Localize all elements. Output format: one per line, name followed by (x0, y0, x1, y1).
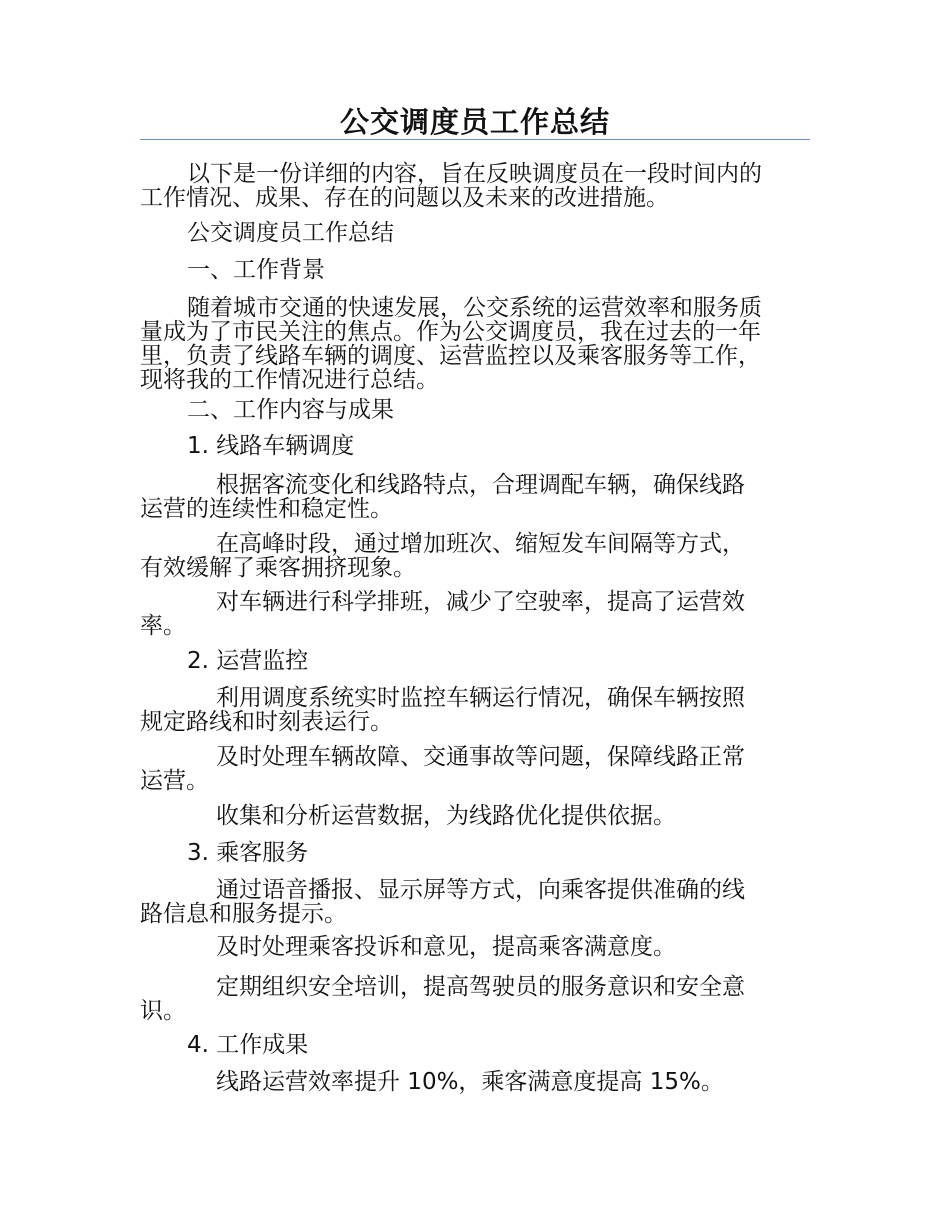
document-title: 公交调度员工作总结 (339, 105, 610, 139)
paragraph-line: 现将我的工作情况进行总结。 (140, 367, 439, 393)
intro-line: 以下是一份详细的内容，旨在反映调度员在一段时间内的 (187, 161, 762, 187)
intro-paragraph (140, 162, 810, 210)
list-item: 对车辆进行科学排班，减少了空驶率，提高了运营效 率。 (140, 589, 745, 639)
list-item: 线路运营效率提升 10%，乘客满意度提高 15%。 (216, 1069, 724, 1095)
subsection-heading-results: 4. 工作成果 (187, 1032, 309, 1058)
background-paragraph (140, 296, 810, 392)
list-item: 在高峰时段，通过增加班次、缩短发车间隔等方式， 有效缓解了乘客拥挤现象。 (140, 531, 745, 581)
list-item: 及时处理车辆故障、交通事故等问题，保障线路正常 运营。 (140, 744, 745, 794)
section-heading-work-content: 二、工作内容与成果 (187, 397, 394, 423)
paragraph-line: 随着城市交通的快速发展，公交系统的运营效率和服务质 (187, 295, 762, 321)
paragraph-line: 里，负责了线路车辆的调度、运营监控以及乘客服务等工作， (140, 343, 761, 369)
subsection-heading-dispatch: 1. 线路车辆调度 (187, 433, 355, 459)
intro-line: 工作情况、成果、存在的问题以及未来的改进措施。 (140, 185, 669, 211)
subtitle: 公交调度员工作总结 (187, 220, 394, 246)
list-item: 通过语音播报、显示屏等方式，向乘客提供准确的线 路信息和服务提示。 (140, 877, 745, 927)
subsection-heading-monitoring: 2. 运营监控 (187, 648, 309, 674)
list-item: 利用调度系统实时监控车辆运行情况，确保车辆按照 规定路线和时刻表运行。 (140, 685, 745, 735)
section-heading-background: 一、工作背景 (187, 257, 325, 283)
list-item: 收集和分析运营数据，为线路优化提供依据。 (216, 803, 676, 829)
paragraph-line: 量成为了市民关注的焦点。作为公交调度员，我在过去的一年 (140, 319, 761, 345)
subsection-heading-passenger-service: 3. 乘客服务 (187, 840, 309, 866)
list-item: 根据客流变化和线路特点，合理调配车辆，确保线路 运营的连续性和稳定性。 (140, 472, 745, 522)
list-item: 及时处理乘客投诉和意见，提高乘客满意度。 (216, 934, 676, 960)
title-underline (140, 139, 810, 140)
list-item: 定期组织安全培训，提高驾驶员的服务意识和安全意 识。 (140, 974, 745, 1024)
